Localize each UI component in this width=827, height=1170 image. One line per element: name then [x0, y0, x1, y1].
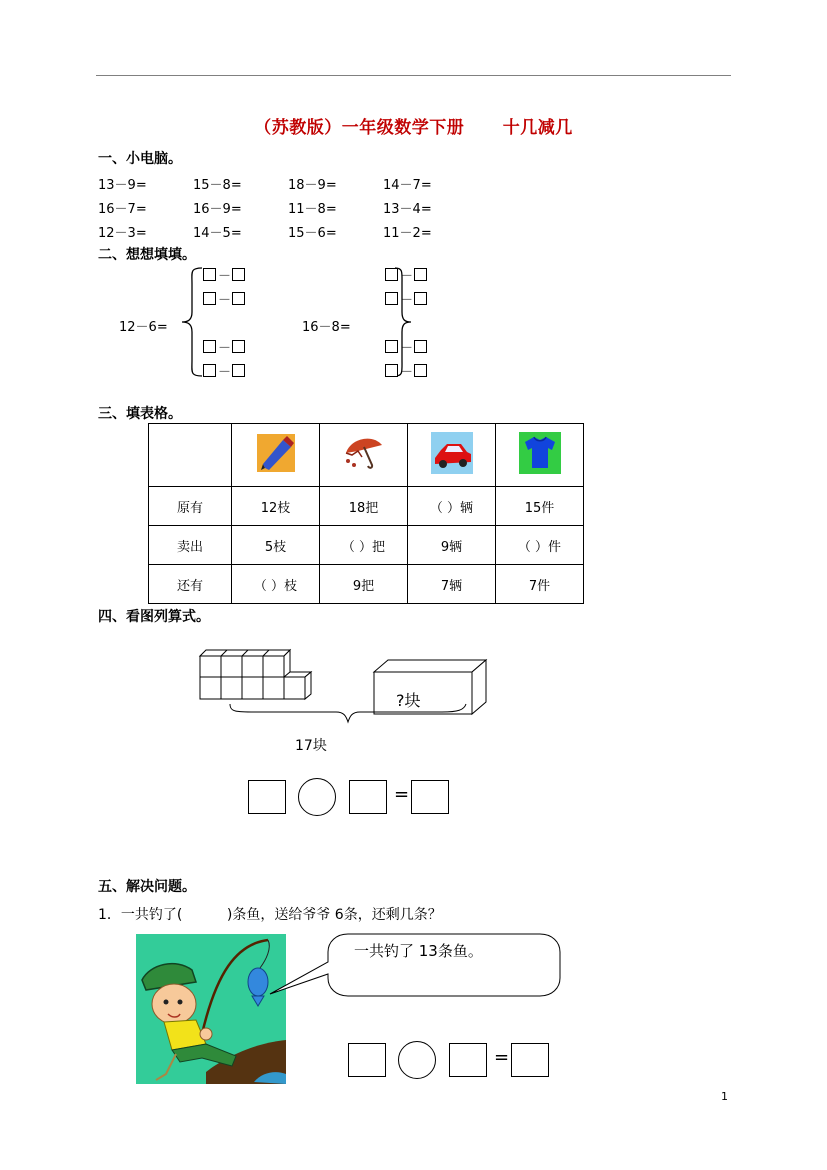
answer-box[interactable]: [203, 364, 216, 377]
table-header-cell: [408, 424, 496, 487]
equation: 14－5=: [193, 226, 242, 241]
minus-sign: －: [400, 293, 414, 308]
section3-heading: 三、填表格。: [98, 406, 182, 422]
inventory-table: [148, 423, 584, 604]
table-header-cell: [232, 424, 320, 487]
question-text: 1．一共钓了( )条鱼，送给爷爷 6条，还剩几条？: [98, 907, 442, 923]
equation: 18－9=: [288, 178, 337, 193]
minus-sign: －: [400, 365, 414, 380]
answer-box[interactable]: [449, 1043, 487, 1077]
minus-sign: －: [400, 269, 414, 284]
row-label: 原有: [149, 487, 232, 526]
table-cell[interactable]: 7件: [496, 565, 584, 604]
minus-sign: －: [400, 341, 414, 356]
minus-sign: －: [218, 269, 232, 284]
fishing-boy-icon: [136, 934, 286, 1084]
answer-box[interactable]: [511, 1043, 549, 1077]
section4-heading: 四、看图列算式。: [98, 609, 210, 625]
table-cell[interactable]: 12枝: [232, 487, 320, 526]
operator-circle[interactable]: [298, 778, 336, 816]
equals-sign: =: [494, 1047, 510, 1068]
table-cell[interactable]: 18把: [320, 487, 408, 526]
car-icon: [431, 432, 473, 474]
total-blocks-label: 17块: [295, 738, 327, 754]
answer-box[interactable]: [414, 268, 427, 281]
answer-box[interactable]: [232, 268, 245, 281]
answer-box[interactable]: [385, 292, 398, 305]
section5-heading: 五、解决问题。: [98, 879, 196, 895]
answer-box[interactable]: [248, 780, 286, 814]
minus-sign: －: [218, 341, 232, 356]
equation: 13－9=: [98, 178, 147, 193]
answer-box[interactable]: [203, 268, 216, 281]
blocks-diagram: [196, 646, 496, 736]
equation: 13－4=: [383, 202, 432, 217]
table-cell[interactable]: 9把: [320, 565, 408, 604]
operator-circle[interactable]: [398, 1041, 436, 1079]
table-header-cell: [320, 424, 408, 487]
answer-box[interactable]: [232, 364, 245, 377]
shirt-icon: [519, 432, 561, 474]
answer-box[interactable]: [349, 780, 387, 814]
equation: 14－7=: [383, 178, 432, 193]
right-expression: 16－8=: [302, 320, 351, 335]
table-cell[interactable]: （ ）把: [320, 526, 408, 565]
minus-sign: －: [218, 365, 232, 380]
minus-sign: －: [218, 293, 232, 308]
table-cell[interactable]: 15件: [496, 487, 584, 526]
table-cell[interactable]: （ ）枝: [232, 565, 320, 604]
answer-box[interactable]: [411, 780, 449, 814]
pencil-icon: [257, 434, 295, 472]
row-label: 还有: [149, 565, 232, 604]
answer-box[interactable]: [232, 292, 245, 305]
section2-heading: 二、想想填填。: [98, 247, 196, 263]
equation: 16－9=: [193, 202, 242, 217]
answer-box[interactable]: [232, 340, 245, 353]
left-expression: 12－6=: [119, 320, 168, 335]
unknown-blocks-label: ?块: [396, 691, 421, 710]
page-number: 1: [721, 1090, 728, 1103]
equation: 16－7=: [98, 202, 147, 217]
answer-box[interactable]: [385, 340, 398, 353]
answer-box[interactable]: [414, 292, 427, 305]
umbrella-icon: [342, 435, 386, 471]
equation: 15－8=: [193, 178, 242, 193]
header-rule: [96, 75, 731, 76]
equation: 11－8=: [288, 202, 337, 217]
answer-box[interactable]: [414, 340, 427, 353]
table-cell[interactable]: 5枝: [232, 526, 320, 565]
equation: 12－3=: [98, 226, 147, 241]
answer-box[interactable]: [385, 364, 398, 377]
table-cell[interactable]: 7辆: [408, 565, 496, 604]
equals-sign: =: [394, 784, 410, 805]
answer-box[interactable]: [203, 340, 216, 353]
answer-box[interactable]: [414, 364, 427, 377]
equation: 11－2=: [383, 226, 432, 241]
table-corner-cell: [149, 424, 232, 487]
table-cell[interactable]: 9辆: [408, 526, 496, 565]
speech-text: 一共钓了 13条鱼。: [354, 942, 483, 960]
table-cell[interactable]: （ ）辆: [408, 487, 496, 526]
row-label: 卖出: [149, 526, 232, 565]
table-cell[interactable]: （ ）件: [496, 526, 584, 565]
answer-box[interactable]: [203, 292, 216, 305]
answer-box[interactable]: [385, 268, 398, 281]
left-brace-icon: [180, 264, 210, 380]
equation: 15－6=: [288, 226, 337, 241]
answer-box[interactable]: [348, 1043, 386, 1077]
page-title: （苏教版）一年级数学下册 十几减几: [254, 118, 573, 138]
table-header-cell: [496, 424, 584, 487]
section1-heading: 一、小电脑。: [98, 151, 182, 167]
